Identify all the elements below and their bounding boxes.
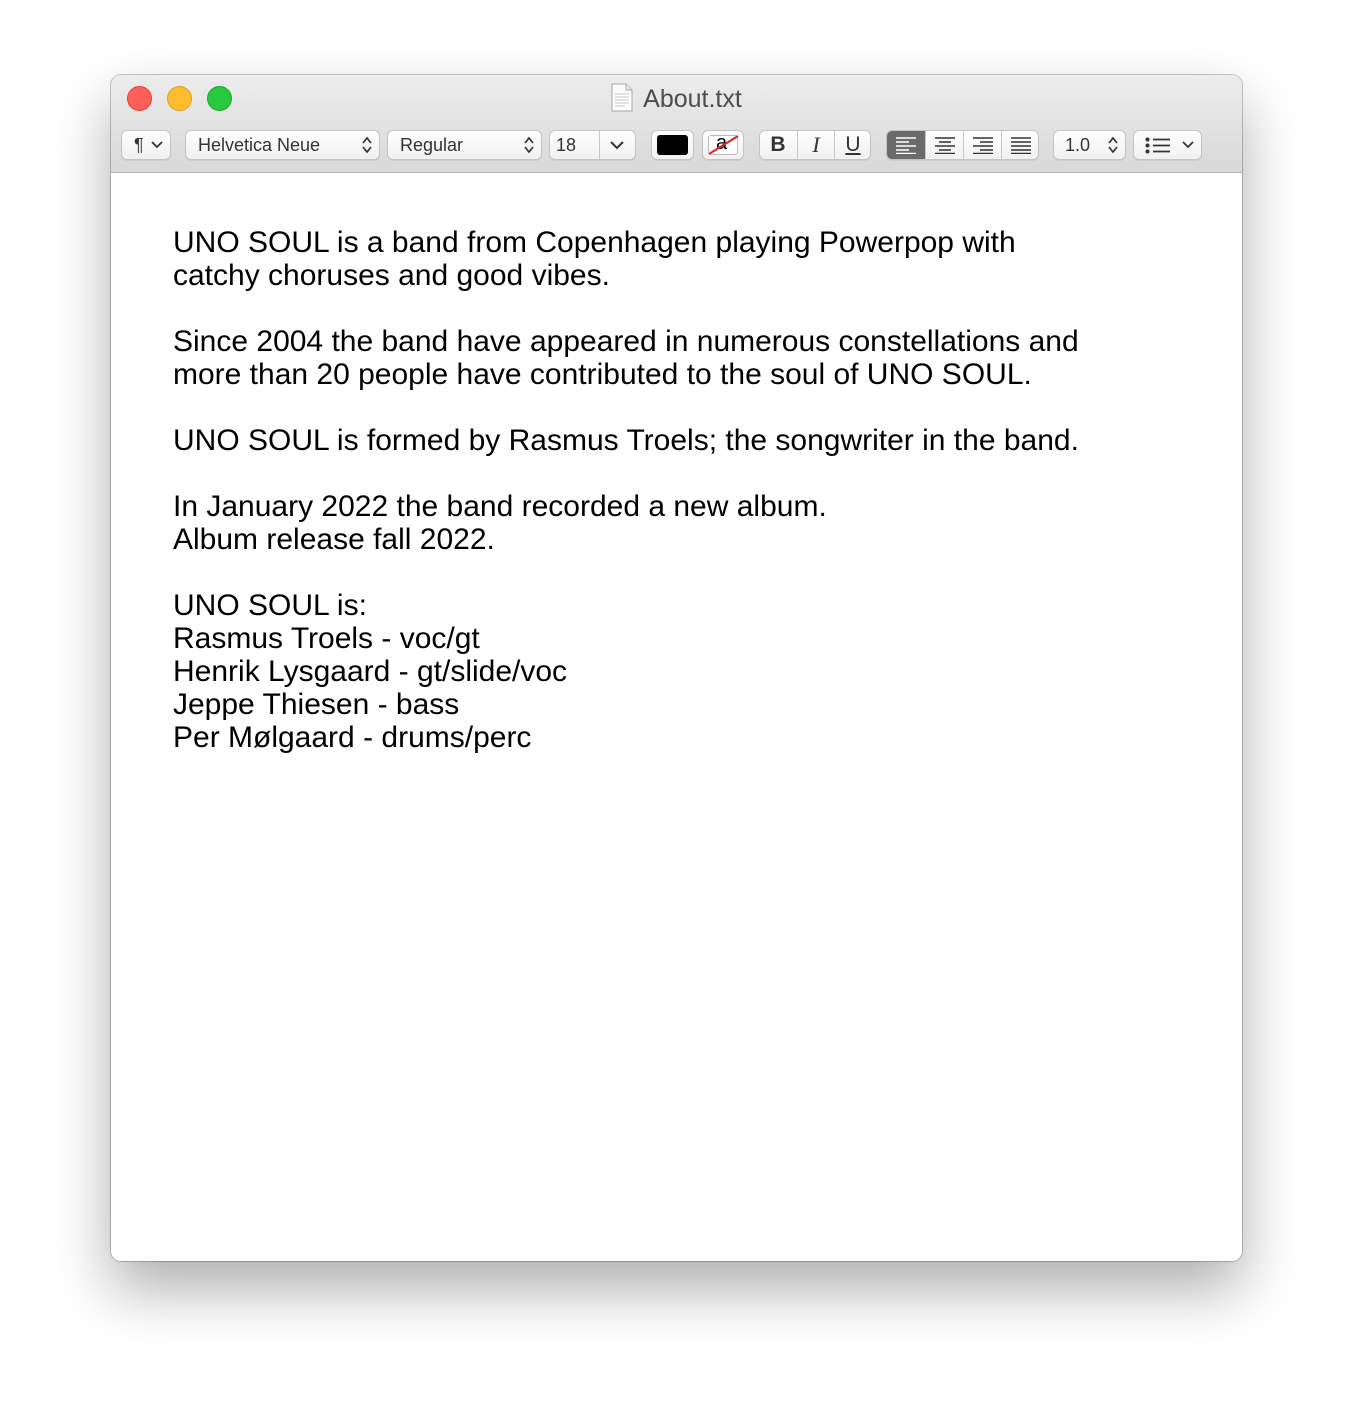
font-style-select[interactable] bbox=[387, 130, 542, 160]
font-family-value: Helvetica Neue bbox=[198, 135, 321, 155]
text-line: Rasmus Troels - voc/gt bbox=[173, 622, 480, 655]
align-center-icon bbox=[934, 136, 956, 154]
window-title-text: About.txt bbox=[643, 85, 742, 113]
text-line: UNO SOUL is formed by Rasmus Troels; the songwriter in the band. bbox=[173, 424, 1079, 457]
text-style-segmented bbox=[759, 130, 871, 160]
text-line: more than 20 people have contributed to the soul of UNO SOUL. bbox=[173, 358, 1032, 391]
align-left-button[interactable] bbox=[887, 131, 925, 159]
up-down-arrows-icon bbox=[1107, 135, 1119, 155]
font-family-select[interactable] bbox=[185, 130, 380, 160]
chevron-down-icon[interactable] bbox=[610, 140, 624, 150]
text-line: Per Mølgaard - drums/perc bbox=[173, 721, 532, 754]
up-down-arrows-icon bbox=[523, 135, 535, 155]
text-line bbox=[173, 292, 1213, 325]
document-area[interactable] bbox=[111, 173, 1242, 1261]
window-title bbox=[111, 81, 1242, 117]
text-line: Jeppe Thiesen - bass bbox=[173, 688, 460, 721]
font-size-value[interactable]: 18 bbox=[556, 135, 577, 155]
background-letter: a bbox=[716, 132, 728, 154]
underline-button[interactable]: U bbox=[845, 133, 861, 156]
alignment-segmented bbox=[886, 130, 1039, 160]
pilcrow-icon: ¶ bbox=[134, 135, 144, 155]
align-center-button[interactable] bbox=[926, 131, 963, 159]
line-spacing-select[interactable] bbox=[1053, 130, 1126, 160]
divider bbox=[599, 131, 600, 159]
text-line bbox=[173, 556, 1213, 589]
no-color-slash-icon bbox=[707, 134, 740, 156]
up-down-arrows-icon bbox=[361, 135, 373, 155]
chevron-down-icon bbox=[151, 141, 163, 149]
document-text[interactable] bbox=[173, 226, 1213, 754]
align-right-icon bbox=[972, 136, 994, 154]
text-line bbox=[173, 457, 1213, 490]
align-left-icon bbox=[895, 136, 917, 154]
paragraph-styles-button[interactable] bbox=[121, 130, 171, 160]
italic-button[interactable]: I bbox=[812, 132, 820, 157]
text-line bbox=[173, 391, 1213, 424]
textedit-window bbox=[111, 75, 1242, 1261]
text-line: Henrik Lysgaard - gt/slide/voc bbox=[173, 655, 568, 688]
text-color-button[interactable] bbox=[651, 130, 694, 160]
justify-button[interactable] bbox=[1002, 131, 1039, 159]
font-size-combo[interactable] bbox=[549, 130, 636, 160]
chevron-down-icon bbox=[1182, 141, 1194, 149]
text-line: In January 2022 the band recorded a new album. bbox=[173, 490, 827, 523]
justify-icon bbox=[1010, 136, 1032, 154]
align-right-button[interactable] bbox=[964, 131, 1001, 159]
line-spacing-value: 1.0 bbox=[1065, 135, 1091, 155]
text-line: catchy choruses and good vibes. bbox=[173, 259, 610, 292]
text-line: UNO SOUL is: bbox=[173, 589, 367, 622]
font-style-value: Regular bbox=[400, 135, 464, 155]
document-icon bbox=[611, 83, 633, 112]
text-line: UNO SOUL is a band from Copenhagen playing Powerpop with bbox=[173, 226, 1016, 259]
text-color-swatch bbox=[657, 135, 688, 155]
text-line: Album release fall 2022. bbox=[173, 523, 495, 556]
text-line: Since 2004 the band have appeared in numerous constellations and bbox=[173, 325, 1079, 358]
list-style-button[interactable] bbox=[1133, 130, 1202, 160]
list-bullets-icon bbox=[1145, 137, 1171, 154]
title-bar[interactable] bbox=[111, 75, 1242, 173]
background-color-button[interactable] bbox=[702, 130, 744, 160]
bold-button[interactable]: B bbox=[770, 133, 786, 156]
